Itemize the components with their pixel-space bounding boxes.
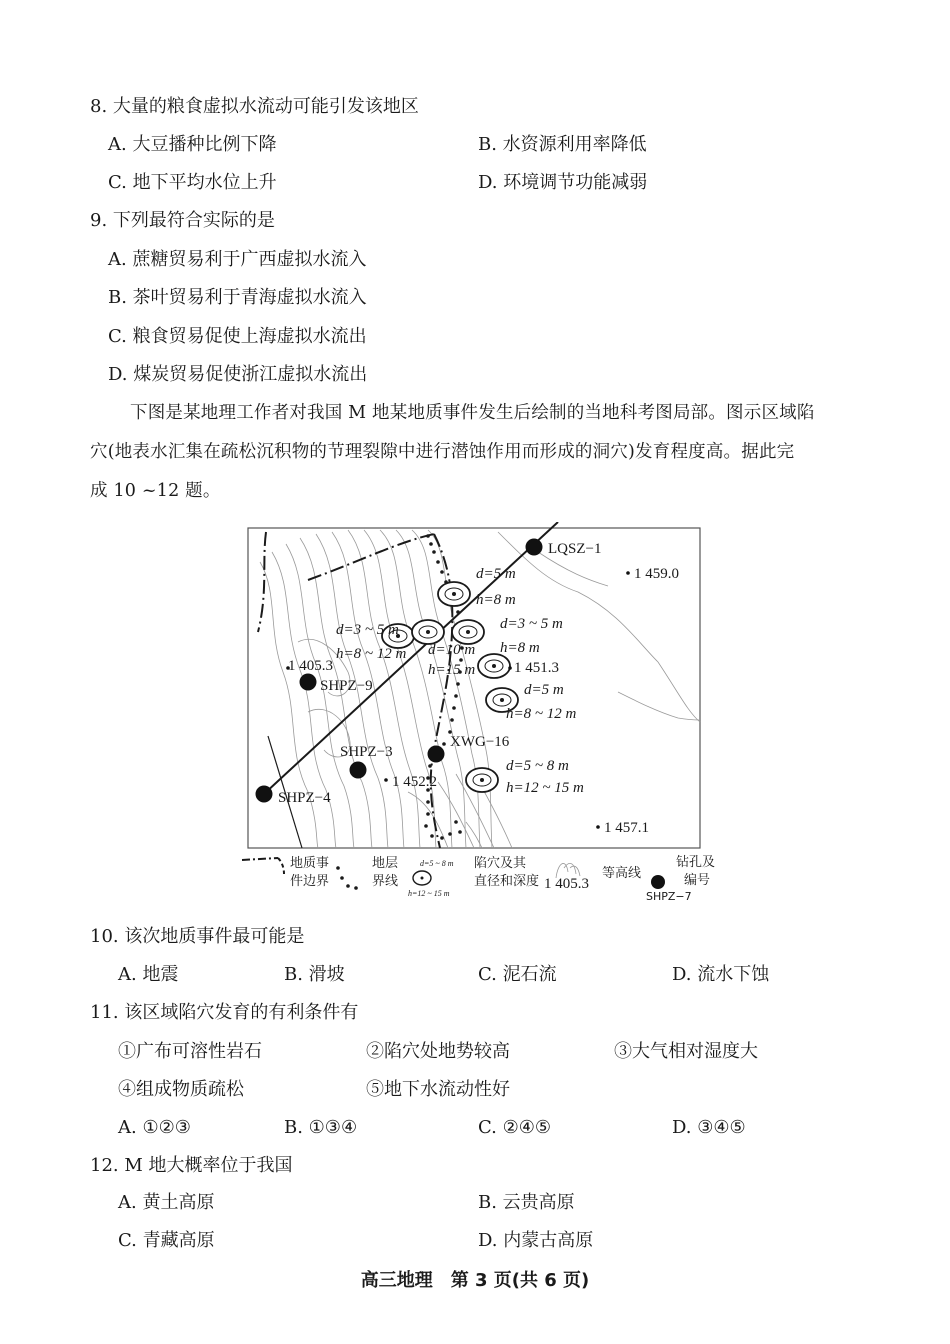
label-shpz9: SHPZ−9: [320, 678, 373, 694]
question-9-stem: 9. 下列最符合实际的是: [90, 210, 275, 231]
legend-borehole-label-2: 编号: [684, 873, 711, 888]
q11-option-a: A. ①②③: [118, 1117, 191, 1138]
q11-option-b: B. ①③④: [284, 1117, 358, 1138]
q10-option-d: D. 流水下蚀: [672, 964, 770, 985]
geology-survey-map: [238, 522, 728, 908]
legend-event-boundary-symbol: [242, 858, 278, 860]
question-8-stem: 8. 大量的粮食虚拟水流动可能引发该地区: [90, 96, 419, 117]
q12-option-b: B. 云贵高原: [478, 1192, 575, 1213]
legend-sink-label-2: 直径和深度: [474, 874, 540, 889]
borehole-shpz9: [300, 674, 317, 691]
elevation-1: 1 459.0: [634, 566, 679, 582]
sinkhole-4-depth: h=15 m: [428, 662, 476, 678]
elevation-5: 1 457.1: [604, 820, 649, 836]
q12-option-c: C. 青藏高原: [118, 1230, 215, 1251]
borehole-shpz4: [256, 786, 273, 803]
legend-strata-label-2: 界线: [372, 874, 399, 889]
borehole-xwg16: [428, 746, 445, 763]
q9-option-d: D. 煤炭贸易促使浙江虚拟水流出: [108, 364, 368, 385]
legend-strata-symbol: [336, 866, 358, 890]
legend-borehole-id: SHPZ−7: [646, 890, 692, 903]
borehole-lqsz1: [526, 539, 543, 556]
q11-option-c: C. ②④⑤: [478, 1117, 551, 1138]
page-footer: 高三地理 第 3 页(共 6 页): [360, 1270, 590, 1291]
q11-condition-1: ①广布可溶性岩石: [118, 1041, 262, 1062]
q8-option-d: D. 环境调节功能减弱: [478, 172, 648, 193]
legend-strata-label-1: 地层: [372, 856, 399, 871]
sinkhole-6-depth: h=12 ~ 15 m: [506, 780, 584, 796]
sinkhole-3-diameter: d=3 ~ 5 m: [500, 616, 563, 632]
q11-option-d: D. ③④⑤: [672, 1117, 746, 1138]
legend-sinkhole-symbol: [413, 871, 431, 885]
sinkhole-2-diameter: d=3 ~ 5 m: [336, 622, 399, 638]
q10-option-b: B. 滑坡: [284, 964, 345, 985]
q11-condition-5: ⑤地下水流动性好: [366, 1079, 510, 1100]
intro-line-2: 穴(地表水汇集在疏松沉积物的节理裂隙中进行潜蚀作用而形成的洞穴)发育程度高。据此完: [90, 442, 795, 462]
sinkhole-4-diameter: d=10 m: [428, 642, 476, 658]
elevation-3: 1 451.3: [514, 660, 559, 676]
sinkhole-3-depth: h=8 m: [500, 640, 540, 656]
sinkhole-1-diameter: d=5 m: [476, 566, 516, 582]
intro-line-3: 成 10 ~12 题。: [90, 481, 221, 501]
q11-condition-2: ②陷穴处地势较高: [366, 1041, 510, 1062]
legend-event-label-1: 地质事: [290, 856, 330, 871]
legend-event-label-2: 件边界: [290, 874, 330, 889]
q8-option-b: B. 水资源利用率降低: [478, 134, 647, 155]
q11-condition-4: ④组成物质疏松: [118, 1079, 244, 1100]
sinkhole-5-diameter: d=5 m: [524, 682, 564, 698]
q9-option-c: C. 粮食贸易促使上海虚拟水流出: [108, 326, 367, 347]
label-shpz4: SHPZ−4: [278, 790, 331, 806]
sinkhole-3: [412, 620, 444, 644]
question-11-stem: 11. 该区域陷穴发育的有利条件有: [90, 1002, 359, 1023]
q12-option-a: A. 黄土高原: [118, 1192, 215, 1213]
legend-borehole-label-1: 钻孔及: [676, 855, 716, 870]
sinkhole-6-diameter: d=5 ~ 8 m: [506, 758, 569, 774]
label-xwg16: XWG−16: [450, 734, 510, 750]
q9-option-a: A. 蔗糖贸易利于广西虚拟水流入: [108, 249, 367, 270]
borehole-shpz3: [350, 762, 367, 779]
q11-condition-3: ③大气相对湿度大: [614, 1041, 758, 1062]
legend-contour-value: 1 405.3: [544, 876, 589, 892]
sinkhole-7: [466, 768, 498, 792]
sinkhole-5: [478, 654, 510, 678]
label-lqsz1: LQSZ−1: [548, 541, 602, 557]
q8-option-c: C. 地下平均水位上升: [108, 172, 277, 193]
sinkhole-1-depth: h=8 m: [476, 592, 516, 608]
q9-option-b: B. 茶叶贸易利于青海虚拟水流入: [108, 287, 367, 308]
sinkhole-1: [438, 582, 470, 606]
legend-sink-d: d=5 ~ 8 m: [420, 859, 454, 868]
elevation-4: 1 452.2: [392, 774, 437, 790]
q10-option-c: C. 泥石流: [478, 964, 557, 985]
sinkhole-4: [452, 620, 484, 644]
label-shpz3: SHPZ−3: [340, 744, 393, 760]
question-12-stem: 12. M 地大概率位于我国: [90, 1155, 293, 1176]
legend-sink-h: h=12 ~ 15 m: [408, 889, 450, 898]
map-legend: [242, 854, 715, 903]
legend-contour-label: 等高线: [602, 866, 642, 881]
sinkhole-5-depth: h=8 ~ 12 m: [506, 706, 577, 722]
q10-option-a: A. 地震: [118, 964, 179, 985]
legend-sink-label-1: 陷穴及其: [474, 856, 527, 871]
q8-option-a: A. 大豆播种比例下降: [108, 134, 277, 155]
intro-line-1: 下图是某地理工作者对我国 M 地某地质事件发生后绘制的当地科考图局部。图示区域陷: [130, 403, 815, 423]
question-10-stem: 10. 该次地质事件最可能是: [90, 926, 305, 947]
legend-borehole-symbol: [651, 875, 665, 889]
sinkhole-2-depth: h=8 ~ 12 m: [336, 646, 407, 662]
q12-option-d: D. 内蒙古高原: [478, 1230, 594, 1251]
elevation-2: 1 405.3: [288, 658, 333, 674]
